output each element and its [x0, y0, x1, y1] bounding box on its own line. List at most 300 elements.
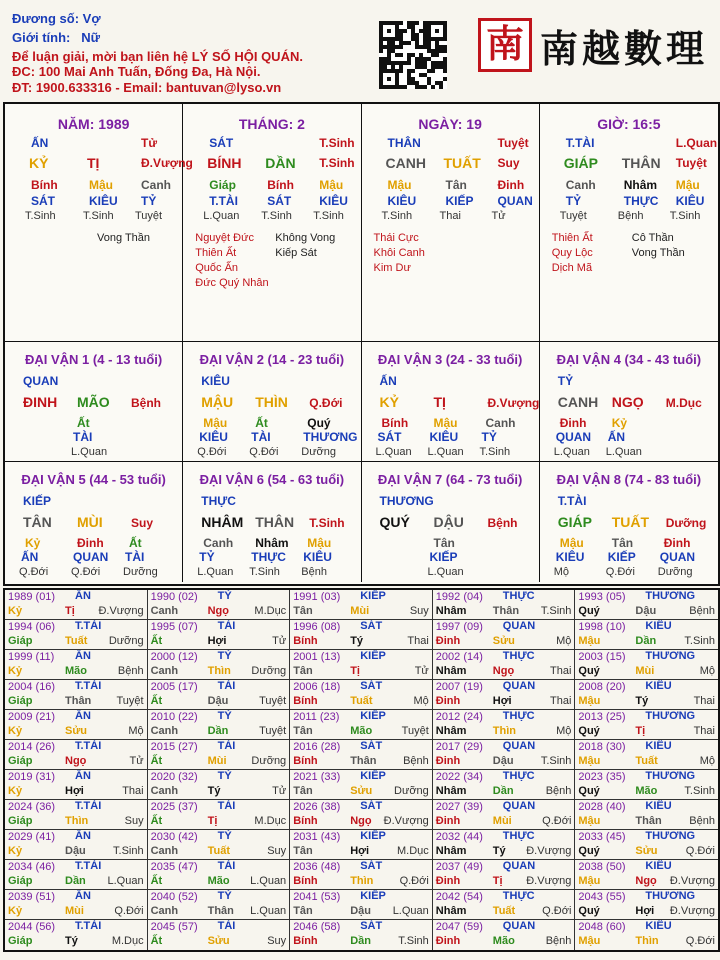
- pillar-cell: Tuyệt: [497, 136, 529, 150]
- pillar-cell: SÁT: [209, 136, 234, 150]
- year-stem: Tân: [293, 605, 313, 617]
- year-label: 2011 (23): [293, 711, 340, 723]
- year-cell: [290, 710, 433, 740]
- hidden-stem: Ất: [255, 416, 268, 430]
- hidden-stem: Canh: [485, 416, 516, 430]
- year-stem: Giáp: [8, 755, 33, 767]
- year-god: SÁT: [360, 740, 383, 752]
- hidden-state: Dưỡng: [657, 566, 693, 578]
- year-state: Đ.Vượng: [669, 905, 715, 917]
- year-cell: [148, 680, 291, 710]
- year-label: 2003 (15): [578, 651, 626, 663]
- year-label: 2009 (21): [8, 711, 56, 723]
- year-stem: Canh: [150, 605, 179, 617]
- year-label: 2023 (35): [578, 771, 626, 783]
- shen-sha-star: Thái Cực: [373, 232, 419, 244]
- year-cell: [290, 590, 433, 620]
- pillar-cell: KIÊU: [387, 194, 417, 208]
- header: [0, 0, 720, 100]
- year-label: 2000 (12): [150, 651, 198, 663]
- hidden-god: KIÊU: [429, 430, 459, 444]
- year-label: 2006 (18): [293, 681, 341, 693]
- hidden-stem: Kỷ: [25, 536, 41, 550]
- gender-line: [12, 30, 100, 45]
- dai-van-state: T.Sinh: [309, 516, 345, 530]
- year-state: Q.Đới: [685, 845, 715, 857]
- year-cell: [433, 740, 576, 770]
- pillar-title: GIỜ: 16:5: [597, 116, 661, 132]
- dai-van-title: ĐẠI VẬN 4 (34 - 43 tuổi): [556, 352, 702, 367]
- year-cell: [148, 800, 291, 830]
- year-stem: Đinh: [435, 635, 461, 647]
- year-stem: Giáp: [8, 875, 33, 887]
- dai-van-state: Suy: [131, 516, 154, 530]
- year-stem: Đinh: [435, 755, 461, 767]
- dai-van-branch: MÃO: [77, 394, 110, 410]
- year-branch: Sửu: [207, 935, 230, 947]
- pillar-cell: THÂN: [621, 155, 661, 171]
- dai-van-title: ĐẠI VẬN 2 (14 - 23 tuổi): [199, 352, 345, 367]
- dai-van-2: [183, 342, 361, 462]
- pillar-cell: T.TÀI: [565, 136, 595, 150]
- year-label: 2037 (49): [435, 861, 483, 873]
- year-state: L.Quan: [392, 905, 429, 917]
- year-god: KIẾP: [360, 590, 386, 602]
- year-god: THỰC: [502, 590, 535, 602]
- year-label: 1996 (08): [293, 621, 341, 633]
- shen-sha-star: Vong Thần: [97, 232, 151, 244]
- year-stem: Quý: [578, 905, 600, 917]
- year-cell: [290, 740, 433, 770]
- year-stem: Nhâm: [435, 665, 467, 677]
- year-cell: [433, 800, 576, 830]
- year-stem: Tân: [293, 845, 313, 857]
- year-god: THƯƠNG: [645, 770, 696, 782]
- pillar-cell: Suy: [497, 156, 520, 170]
- dai-van-state: Bệnh: [131, 396, 161, 410]
- year-god: TÀI: [217, 800, 236, 812]
- dai-van-god: QUAN: [23, 374, 59, 388]
- year-cell: [5, 860, 148, 890]
- year-cell: [575, 740, 718, 770]
- hidden-stem: Ất: [77, 416, 90, 430]
- pillar-cell: Bính: [31, 178, 58, 192]
- year-branch: Sửu: [65, 725, 88, 737]
- phone-email-line: ĐT: 1900.633316 - Email: bantuvan@lyso.vn: [12, 80, 282, 95]
- year-state: M.Dục: [254, 605, 287, 617]
- hidden-god: QUAN: [659, 550, 696, 564]
- year-god: SÁT: [360, 800, 383, 812]
- year-cell: [148, 650, 291, 680]
- dai-van-branch: TUẤT: [611, 514, 650, 530]
- year-stem: Nhâm: [435, 725, 467, 737]
- pillar-cell: Đ.Vượng: [141, 156, 193, 170]
- year-god: TỶ: [217, 710, 232, 722]
- shen-sha-star: Kim Dư: [373, 262, 411, 274]
- dai-van-god: THƯƠNG: [379, 494, 434, 508]
- year-stem: Mậu: [578, 755, 601, 767]
- year-branch: Thìn: [492, 725, 517, 737]
- year-stem: Kỷ: [8, 785, 23, 797]
- dai-van-state: Q.Đới: [309, 396, 343, 410]
- year-state: Suy: [124, 815, 144, 827]
- year-god: ẤN: [75, 830, 91, 842]
- pillar-cell: BÍNH: [207, 155, 242, 171]
- year-branch: Mùi: [350, 605, 370, 617]
- year-cell: [433, 680, 576, 710]
- hidden-stem: Mậu: [307, 536, 332, 550]
- hidden-state: L.Quan: [605, 446, 642, 458]
- year-branch: Dậu: [350, 905, 371, 917]
- year-stem: Quý: [578, 605, 600, 617]
- year-god: TỶ: [217, 590, 232, 602]
- year-cell: [290, 890, 433, 920]
- year-branch: Sửu: [492, 635, 515, 647]
- year-god: ẤN: [75, 890, 91, 902]
- year-god: ẤN: [75, 650, 91, 662]
- year-label: 2001 (13): [293, 651, 341, 663]
- year-stem: Ất: [150, 935, 163, 947]
- year-cell: [575, 770, 718, 800]
- year-state: Mộ: [556, 725, 572, 737]
- hidden-stem: Tân: [611, 536, 634, 550]
- year-state: Tử: [272, 635, 287, 647]
- year-god: T.TÀI: [75, 800, 102, 812]
- pillar-cell: THÂN: [387, 136, 421, 150]
- year-god: THƯƠNG: [645, 830, 696, 842]
- year-cell: [433, 830, 576, 860]
- year-god: KIẾP: [360, 890, 386, 902]
- year-label: 2015 (27): [150, 741, 198, 753]
- hidden-state: Q.Đới: [19, 566, 49, 578]
- dai-van-god: THỰC: [201, 494, 236, 508]
- dai-van-state: Bệnh: [487, 516, 518, 530]
- pillar-stage: Tử: [491, 210, 506, 222]
- year-branch: Ngọ: [635, 875, 657, 887]
- year-label: 2036 (48): [293, 861, 341, 873]
- pillar-cell: Giáp: [209, 178, 236, 192]
- year-stem: Tân: [293, 785, 313, 797]
- year-stem: Mậu: [578, 635, 601, 647]
- year-branch: Tý: [65, 935, 78, 947]
- pillar-cell: ẤN: [31, 136, 49, 150]
- dai-van-title: ĐẠI VẬN 6 (54 - 63 tuổi): [199, 472, 345, 487]
- hidden-state: Q.Đới: [605, 566, 635, 578]
- year-cell: [5, 650, 148, 680]
- year-state: Tử: [272, 785, 287, 797]
- year-stem: Bính: [293, 875, 318, 887]
- year-god: TỶ: [217, 770, 232, 782]
- year-state: Đ.Vượng: [669, 875, 715, 887]
- year-state: Bệnh: [689, 815, 715, 827]
- shen-sha-star: Thiên Ất: [195, 247, 237, 259]
- year-branch: Mão: [350, 725, 373, 737]
- dai-van-6: [183, 462, 361, 582]
- year-cell: [5, 830, 148, 860]
- year-label: 2047 (59): [435, 921, 483, 933]
- year-branch: Tuất: [207, 845, 230, 857]
- dai-van-4: [540, 342, 718, 462]
- dai-van-title: ĐẠI VẬN 5 (44 - 53 tuổi): [21, 472, 166, 487]
- year-branch: Tị: [492, 875, 503, 887]
- year-branch: Hợi: [350, 845, 370, 857]
- dai-van-stem: NHÂM: [201, 514, 244, 530]
- year-god: ẤN: [75, 590, 91, 602]
- year-stem: Canh: [150, 665, 179, 677]
- year-god: TÀI: [217, 620, 236, 632]
- year-state: M.Dục: [397, 845, 429, 857]
- year-label: 2010 (22): [150, 711, 198, 723]
- hidden-god: TÀI: [251, 430, 271, 444]
- gender-value: Nữ: [81, 30, 100, 45]
- year-cell: [290, 860, 433, 890]
- shen-sha-star: Thiên Ất: [551, 232, 593, 244]
- year-label: 2025 (37): [150, 801, 198, 813]
- pillar-stage: Tuyệt: [559, 210, 587, 222]
- hidden-stem: Canh: [203, 536, 234, 550]
- pillar-cell: SÁT: [267, 194, 292, 208]
- hidden-stem: Bính: [381, 416, 409, 430]
- year-god: SÁT: [360, 920, 383, 932]
- dai-van-god: TỶ: [557, 374, 574, 388]
- pillar-cell: T.TÀI: [209, 194, 238, 208]
- pillar-cell: KỶ: [29, 155, 49, 171]
- year-state: T.Sinh: [684, 635, 715, 647]
- year-state: Mộ: [699, 755, 715, 767]
- year-state: Tử: [129, 755, 144, 767]
- year-stem: Giáp: [8, 935, 33, 947]
- year-god: ẤN: [75, 710, 91, 722]
- dai-van-title: ĐẠI VẬN 3 (24 - 33 tuổi): [377, 352, 523, 367]
- year-stem: Tân: [293, 725, 313, 737]
- hidden-god: ẤN: [607, 430, 626, 444]
- year-cell: [575, 620, 718, 650]
- pillar-stage: Tuyệt: [135, 210, 163, 222]
- year-state: L.Quan: [250, 905, 287, 917]
- year-branch: Ngọ: [207, 605, 229, 617]
- year-label: 1993 (05): [578, 591, 626, 603]
- hidden-state: L.Quan: [375, 446, 412, 458]
- dai-van-stem: TÂN: [23, 514, 52, 530]
- pillar-cell: DẦN: [265, 155, 296, 171]
- year-state: Đ.Vượng: [526, 845, 572, 857]
- year-state: M.Dục: [111, 935, 144, 947]
- year-cell: [575, 680, 718, 710]
- year-branch: Hợi: [207, 635, 227, 647]
- year-branch: Thân: [492, 605, 520, 617]
- year-state: M.Dục: [254, 815, 287, 827]
- year-label: 2043 (55): [578, 891, 626, 903]
- dai-van-title: ĐẠI VẬN 7 (64 - 73 tuổi): [377, 472, 523, 487]
- hidden-god: KIẾP: [429, 550, 458, 564]
- year-cell: [433, 650, 576, 680]
- year-stem: Tân: [293, 905, 313, 917]
- year-stem: Đinh: [435, 935, 461, 947]
- year-cell: [148, 770, 291, 800]
- year-state: Thai: [693, 695, 715, 707]
- year-god: KIÊU: [645, 860, 672, 872]
- year-stem: Mậu: [578, 815, 601, 827]
- year-branch: Dần: [350, 935, 371, 947]
- hidden-state: Q.Đới: [249, 446, 279, 458]
- year-label: 2034 (46): [8, 861, 56, 873]
- year-label: 2008 (20): [578, 681, 626, 693]
- year-branch: Thân: [350, 755, 377, 767]
- year-branch: Dậu: [65, 845, 86, 857]
- pillar-cell: Nhâm: [623, 178, 658, 192]
- dai-van-branch: NGỌ: [611, 394, 644, 410]
- year-state: Thai: [549, 665, 572, 677]
- hidden-god: KIÊU: [555, 550, 585, 564]
- dai-van-3: [362, 342, 540, 462]
- year-stem: Kỷ: [8, 665, 23, 677]
- dai-van-8: [540, 462, 718, 582]
- pillar-title: NGÀY: 19: [418, 116, 482, 132]
- year-god: SÁT: [360, 620, 383, 632]
- year-label: 2014 (26): [8, 741, 56, 753]
- year-branch: Tý: [635, 695, 649, 707]
- shen-sha-star: Vong Thần: [631, 247, 685, 259]
- year-label: 2024 (36): [8, 801, 56, 813]
- year-state: Mộ: [413, 695, 429, 707]
- year-god: ẤN: [75, 770, 91, 782]
- year-label: 2018 (30): [578, 741, 626, 753]
- year-god: T.TÀI: [75, 860, 102, 872]
- year-cell: [5, 920, 148, 950]
- year-god: T.TÀI: [75, 920, 102, 932]
- year-label: 1992 (04): [435, 591, 483, 603]
- pillar-4: [540, 104, 718, 342]
- year-state: Đ.Vượng: [383, 815, 429, 827]
- year-label: 2042 (54): [435, 891, 483, 903]
- year-cell: [433, 710, 576, 740]
- year-state: T.Sinh: [398, 935, 429, 947]
- year-branch: Dần: [635, 635, 657, 647]
- year-branch: Thìn: [635, 935, 659, 947]
- year-stem: Ất: [150, 755, 163, 767]
- year-stem: Giáp: [8, 695, 33, 707]
- dai-van-state: M.Dục: [665, 396, 702, 410]
- pillar-cell: Bính: [267, 178, 294, 192]
- year-god: SÁT: [360, 680, 383, 692]
- hidden-stem: Ất: [129, 536, 142, 550]
- year-label: 1990 (02): [150, 591, 198, 603]
- year-cell: [290, 920, 433, 950]
- year-stem: Quý: [578, 785, 600, 797]
- year-branch: Mão: [65, 665, 87, 677]
- dai-van-7: [362, 462, 540, 582]
- year-cell: [5, 800, 148, 830]
- hidden-stem: Đinh: [559, 416, 587, 430]
- year-state: Q.Đới: [542, 815, 572, 827]
- year-branch: Thìn: [350, 875, 374, 887]
- year-stem: Nhâm: [435, 905, 467, 917]
- gender-label: Giới tính:: [12, 30, 71, 45]
- hidden-state: T.Sinh: [479, 446, 511, 458]
- pillar-cell: TỶ: [141, 194, 157, 208]
- hidden-state: Mộ: [553, 566, 570, 578]
- year-label: 2016 (28): [293, 741, 341, 753]
- pillar-stage: L.Quan: [203, 210, 240, 222]
- dai-van-branch: THÌN: [255, 394, 288, 410]
- year-branch: Mùi: [492, 815, 512, 827]
- year-state: T.Sinh: [540, 755, 572, 767]
- year-branch: Tý: [207, 785, 221, 797]
- pillar-cell: Tuyệt: [675, 156, 707, 170]
- year-branch: Tý: [350, 635, 364, 647]
- shen-sha-star: Không Vong: [275, 232, 336, 244]
- year-cell: [575, 710, 718, 740]
- year-cell: [433, 860, 576, 890]
- year-cell: [148, 620, 291, 650]
- year-label: 2031 (43): [293, 831, 341, 843]
- pillar-cell: QUAN: [497, 194, 533, 208]
- year-label: 2045 (57): [150, 921, 198, 933]
- hidden-god: QUAN: [555, 430, 592, 444]
- year-state: Thai: [407, 635, 429, 647]
- pillar-cell: TUẤT: [443, 155, 481, 171]
- pillar-stage: T.Sinh: [669, 210, 701, 222]
- year-stem: Tân: [293, 665, 313, 677]
- hidden-stem: Mậu: [203, 416, 228, 430]
- year-branch: Dần: [492, 785, 514, 797]
- hidden-state: Q.Đới: [197, 446, 227, 458]
- year-god: KIÊU: [645, 920, 672, 932]
- year-stem: Ất: [150, 815, 163, 827]
- year-branch: Sửu: [635, 845, 658, 857]
- year-state: Bệnh: [117, 665, 144, 677]
- year-cell: [148, 710, 291, 740]
- hidden-state: L.Quan: [427, 446, 464, 458]
- year-state: Q.Đới: [114, 905, 144, 917]
- year-god: TỶ: [217, 650, 232, 662]
- year-state: L.Quan: [250, 875, 287, 887]
- year-stem: Canh: [150, 905, 179, 917]
- shen-sha-star: Cô Thần: [631, 232, 674, 244]
- year-cell: [290, 830, 433, 860]
- year-branch: Dần: [65, 875, 86, 887]
- pillar-1: [5, 104, 193, 342]
- dai-van-branch: DẬU: [433, 514, 464, 530]
- year-branch: Tị: [635, 725, 646, 737]
- year-god: QUAN: [502, 860, 536, 872]
- year-branch: Tý: [492, 845, 506, 857]
- year-god: TỶ: [217, 890, 232, 902]
- hidden-god: TỶ: [199, 550, 215, 564]
- year-god: KIẾP: [360, 650, 386, 662]
- year-label: 1989 (01): [8, 591, 56, 603]
- year-stem: Nhâm: [435, 605, 467, 617]
- year-state: Thai: [122, 785, 144, 797]
- year-god: THƯƠNG: [645, 710, 696, 722]
- shen-sha-star: Nguyệt Đức: [195, 232, 254, 244]
- year-label: 2026 (38): [293, 801, 341, 813]
- address-line: ĐC: 100 Mai Anh Tuấn, Đống Đa, Hà Nội.: [12, 64, 261, 79]
- hidden-god: QUAN: [73, 550, 109, 564]
- hidden-god: TÀI: [125, 550, 145, 564]
- year-state: Q.Đới: [399, 875, 429, 887]
- year-state: L.Quan: [107, 875, 144, 887]
- year-stem: Canh: [150, 785, 179, 797]
- pillar-cell: Tử: [141, 136, 158, 150]
- year-state: Suy: [267, 935, 287, 947]
- hidden-stem: Tân: [433, 536, 455, 550]
- year-god: KIÊU: [645, 680, 672, 692]
- year-cell: [575, 830, 718, 860]
- dai-van-stem: MẬU: [201, 394, 234, 410]
- year-stem: Bính: [293, 935, 318, 947]
- dai-van-5: [5, 462, 183, 582]
